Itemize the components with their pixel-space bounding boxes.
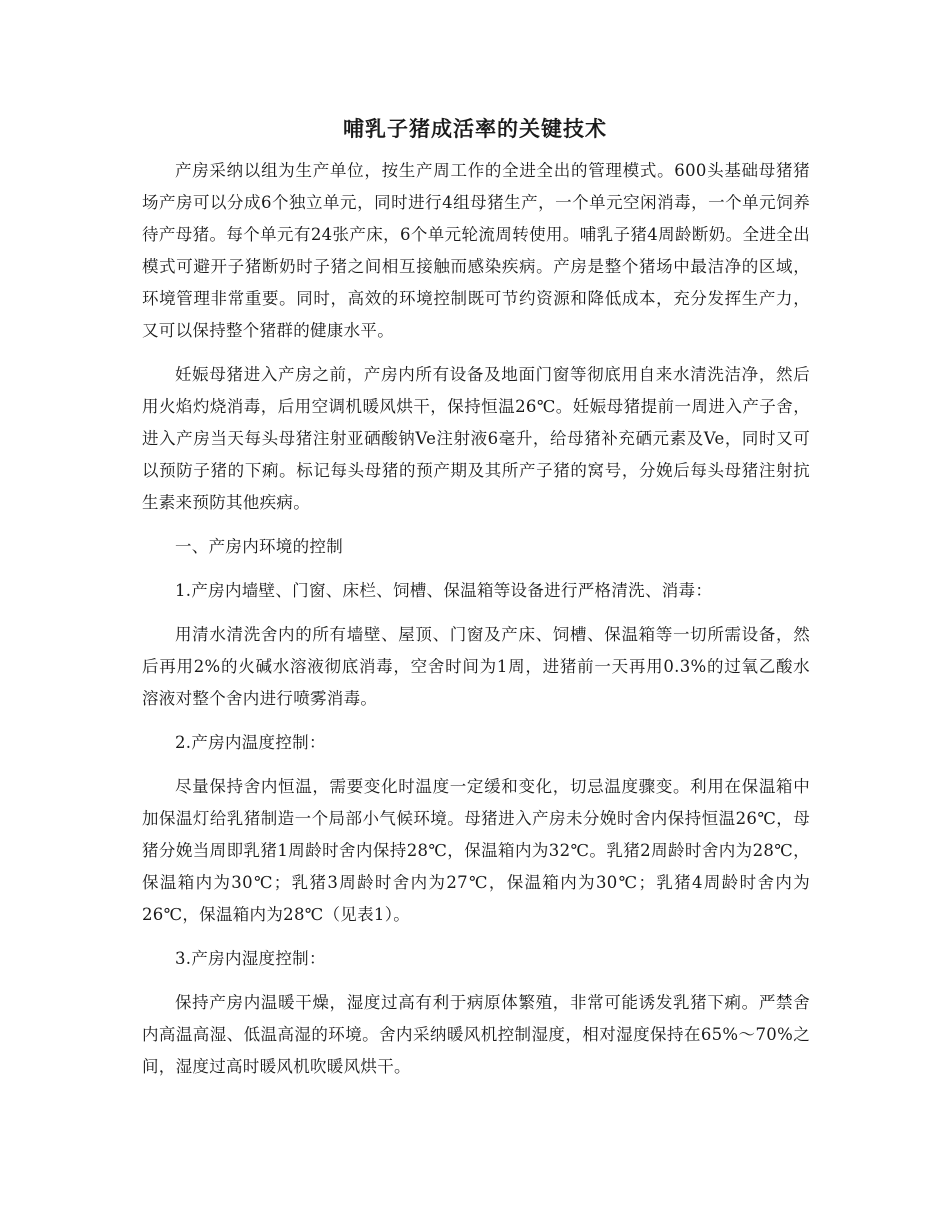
paragraph-intro: 产房采纳以组为生产单位，按生产周工作的全进全出的管理模式。600头基础母猪猪场产房可以分成6个独立单元，同时进行4组母猪生产，一个单元空闲消毒，一个单元饲养待产母猪。每个单元有24张产床，6个单元轮流周转使用。哺乳子猪4周龄断奶。全进全出模式可避开子猪断奶时子猪之间相互接触而感染疾病。产房是整个猪场中最洁净的区域，环境管理非常重要。同时，高效的环境控制既可节约资源和降低成本，充分发挥生产力，又可以保持整个猪群的健康水平。 xyxy=(142,161,810,340)
subsection-heading-cleaning: 1.产房内墙壁、门窗、床栏、饲槽、保温箱等设备进行严格清洗、消毒： xyxy=(175,581,713,600)
paragraph-humidity: 保持产房内温暖干燥，湿度过高有利于病原体繁殖，非常可能诱发乳猪下痢。严禁舍内高温高湿、低温高湿的环境。舍内采纳暖风机控制湿度，相对湿度保持在65%～70%之间，湿度过高时暖风机吹暖风烘干。 xyxy=(142,993,810,1076)
subsection-heading-humidity: 3.产房内湿度控制： xyxy=(175,949,326,968)
document-title: 哺乳子猪成活率的关键技术 xyxy=(343,116,607,141)
paragraph-temperature: 尽量保持舍内恒温，需要变化时温度一定缓和变化，切忌温度骤变。利用在保温箱中加保温灯给乳猪制造一个局部小气候环境。母猪进入产房未分娩时舍内保持恒温26℃，母猪分娩当周即乳猪1周龄时舍内保持28℃，保温箱内为32℃。乳猪2周龄时舍内为28℃，保温箱内为30℃；乳猪3周龄时舍内为27℃，保温箱内为30℃；乳猪4周龄时舍内为26℃，保温箱内为28℃（见表1）。 xyxy=(142,777,810,924)
section-heading-environment: 一、产房内环境的控制 xyxy=(175,537,343,556)
document-body xyxy=(142,155,810,1095)
paragraph-cleaning: 用清水清洗舍内的所有墙壁、屋顶、门窗及产床、饲槽、保温箱等一切所需设备，然后再用2%的火碱水溶液彻底消毒，空舍时间为1周，进猪前一天再用0.3%的过氧乙酸水溶液对整个舍内进行喷雾消毒。 xyxy=(142,625,810,708)
subsection-heading-temperature: 2.产房内温度控制： xyxy=(175,733,326,752)
paragraph-pregnant-sow: 妊娠母猪进入产房之前，产房内所有设备及地面门窗等彻底用自来水清洗洁净，然后用火焰灼烧消毒，后用空调机暖风烘干，保持恒温26℃。妊娠母猪提前一周进入产子舍，进入产房当天每头母猪注射亚硒酸钠Ve注射液6毫升，给母猪补充硒元素及Ve，同时又可以预防子猪的下痢。标记每头母猪的预产期及其所产子猪的窝号，分娩后每头母猪注射抗生素来预防其他疾病。 xyxy=(142,365,810,512)
